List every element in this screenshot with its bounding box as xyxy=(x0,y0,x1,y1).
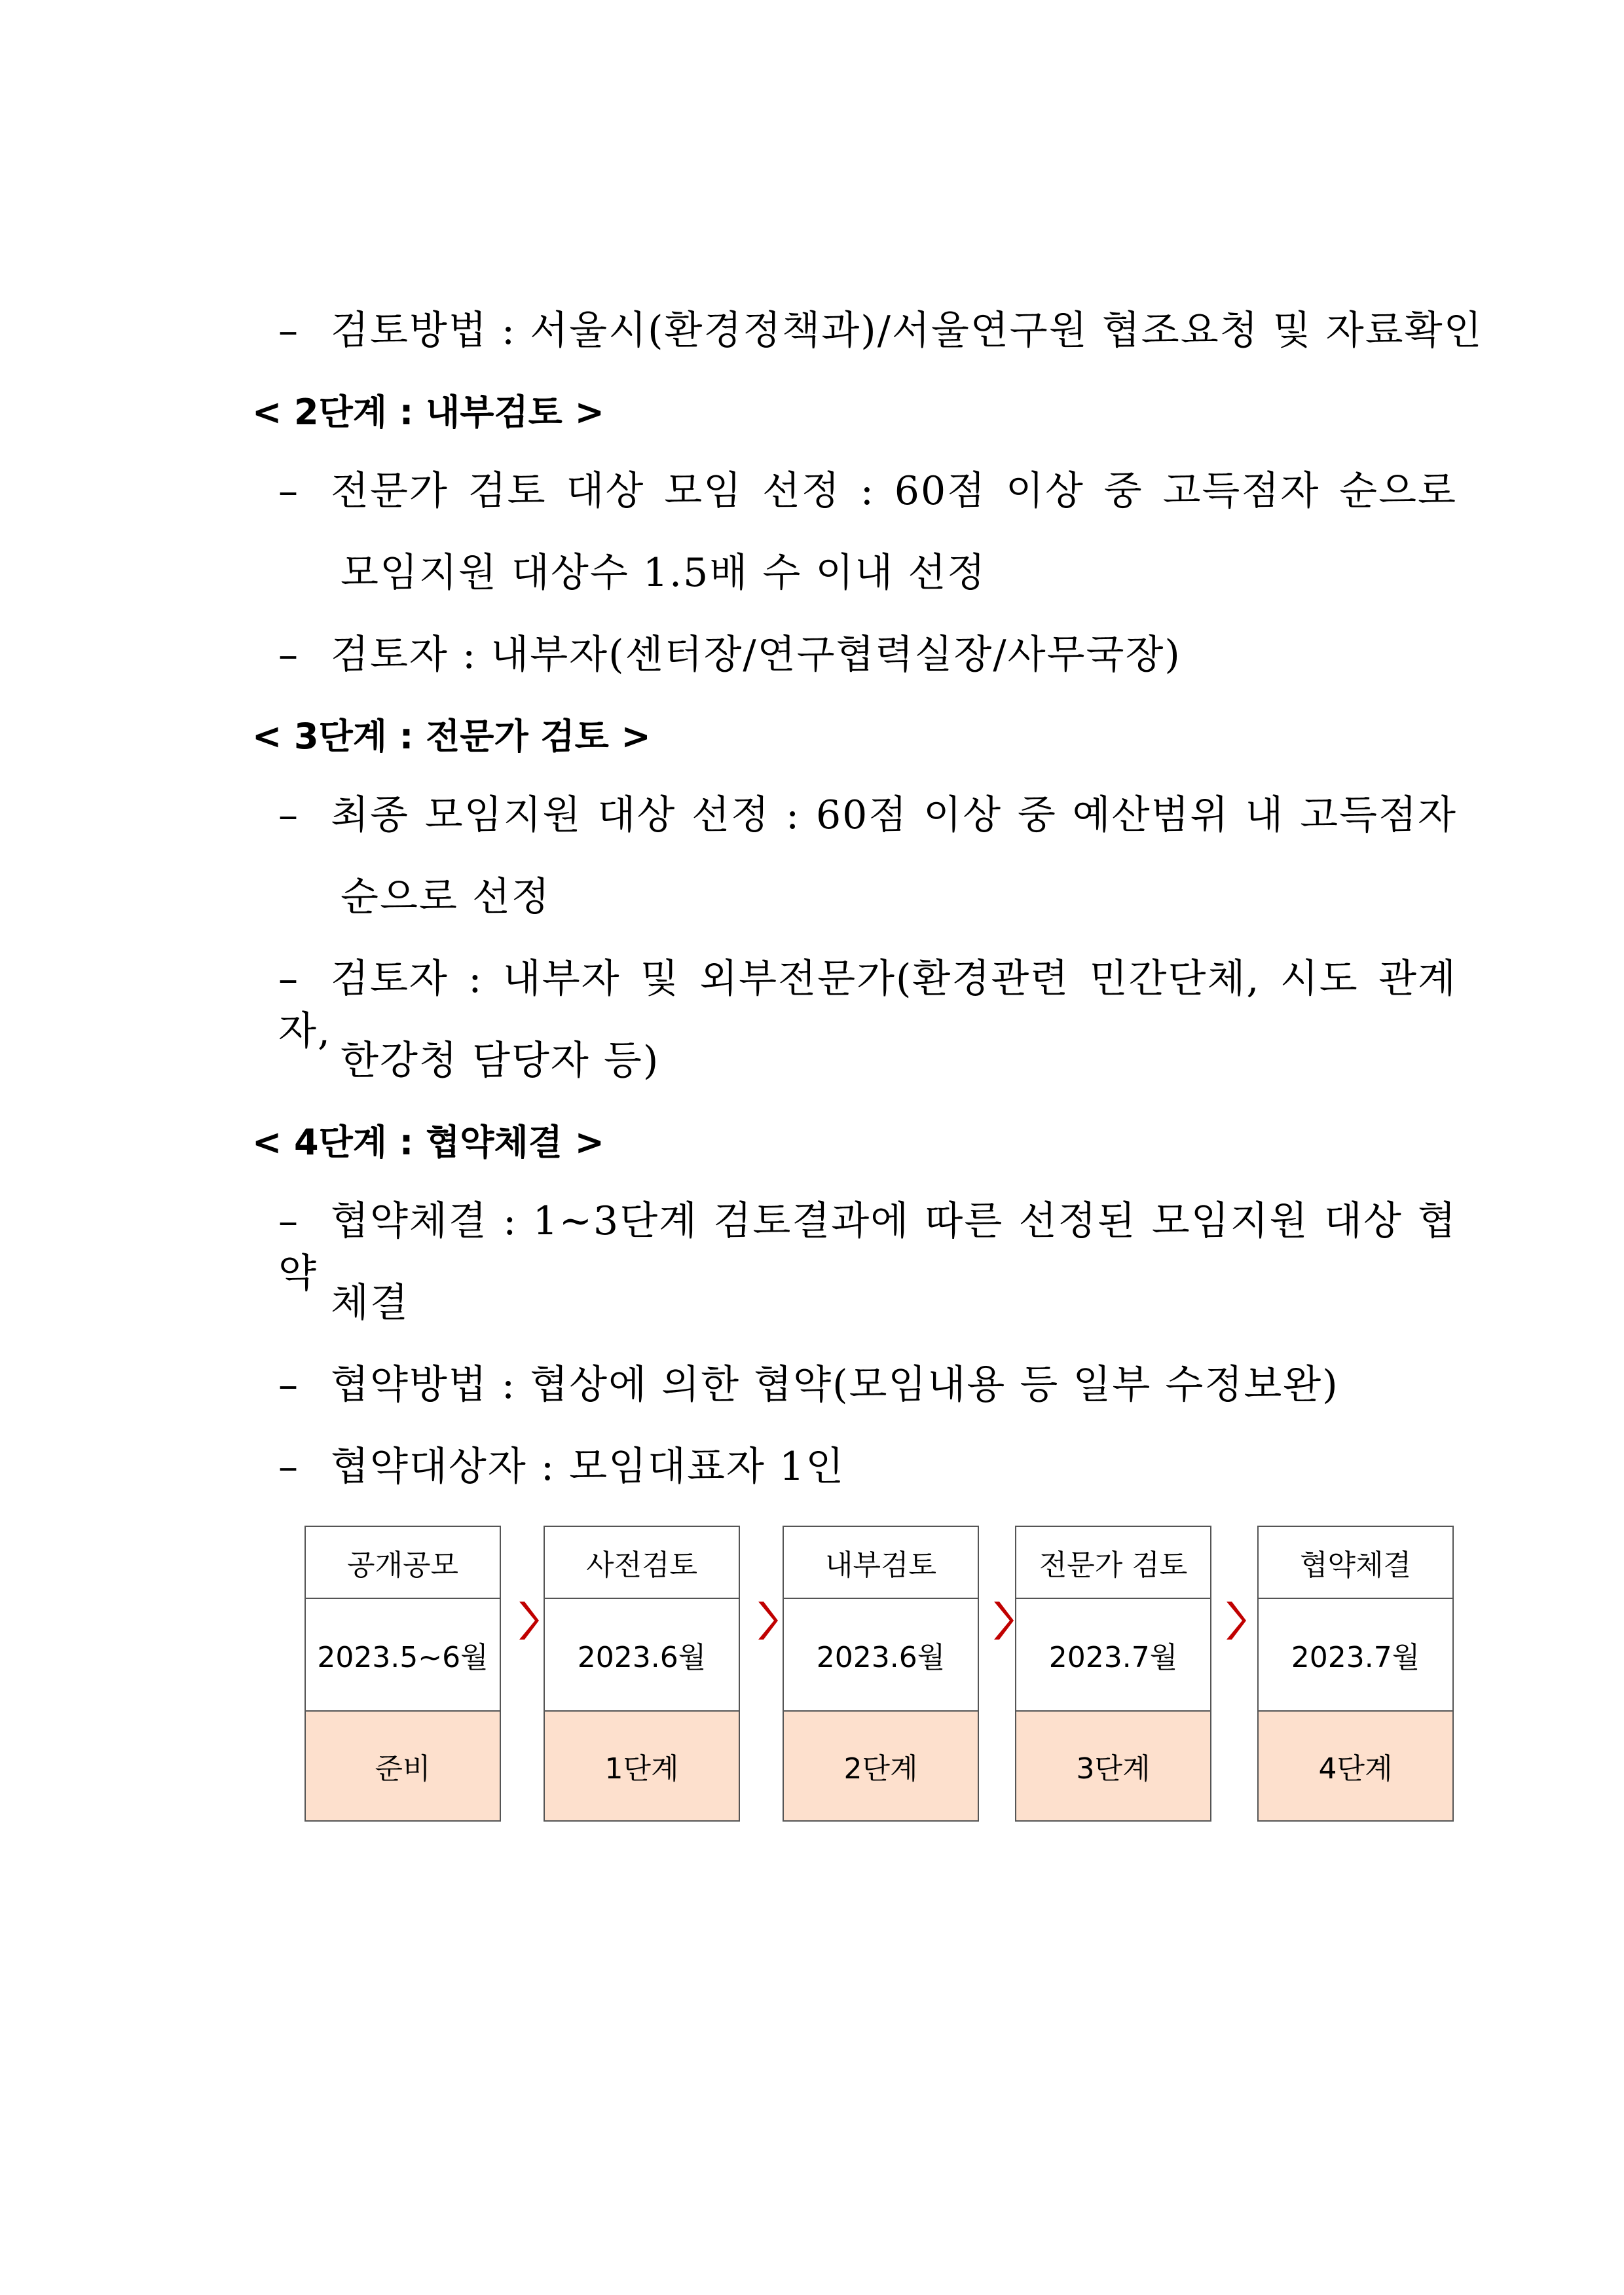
final-selection-text: 최종 모임지원 대상 선정 : 60점 이상 중 예산범위 내 고득점자 xyxy=(331,792,1457,838)
expert-target-text: 전문가 검토 대상 모임 선정 : 60점 이상 중 고득점자 순으로 xyxy=(331,468,1457,514)
flow-step-open-call xyxy=(304,1526,501,1822)
final-selection-line-cont: 순으로 선정 xyxy=(341,874,551,920)
reviewer-internal-text: 검토자 : 내부자(센터장/연구협력실장/사무국장) xyxy=(331,632,1181,678)
flow-step-internal-review xyxy=(783,1526,979,1822)
dash-bullet: – xyxy=(278,1362,299,1408)
flow-step-date: 2023.7월 xyxy=(1259,1599,1452,1712)
agreement-line-cont: 체결 xyxy=(331,1280,409,1326)
reviewer-external-text: 검토자 : 내부자 및 외부전문가(환경관련 민간단체, 시도 관계자, xyxy=(278,956,1457,1054)
dash-bullet: – xyxy=(278,632,299,678)
dash-bullet: – xyxy=(278,308,299,354)
agreement-text: 협약체결 : 1~3단계 검토결과에 따른 선정된 모임지원 대상 협약 xyxy=(278,1198,1457,1296)
flow-step-title: 협약체결 xyxy=(1259,1527,1452,1599)
dash-bullet: – xyxy=(278,1198,299,1244)
flow-step-stage: 3단계 xyxy=(1016,1712,1210,1820)
flow-step-agreement xyxy=(1257,1526,1454,1822)
flow-step-title: 내부검토 xyxy=(784,1527,978,1599)
flow-step-date: 2023.6월 xyxy=(784,1599,978,1712)
flow-step-stage: 1단계 xyxy=(545,1712,739,1820)
review-method-text: 검토방법 : 서울시(환경정책과)/서울연구원 협조요청 및 자료확인 xyxy=(331,308,1483,354)
flow-step-stage: 준비 xyxy=(306,1712,500,1820)
flow-step-date: 2023.6월 xyxy=(545,1599,739,1712)
flow-step-date: 2023.7월 xyxy=(1016,1599,1210,1712)
dash-bullet: – xyxy=(278,792,299,838)
flow-step-pre-review xyxy=(544,1526,740,1822)
flow-step-title: 사전검토 xyxy=(545,1527,739,1599)
flow-step-date: 2023.5~6월 xyxy=(306,1599,500,1712)
flow-step-title: 공개공모 xyxy=(306,1527,500,1599)
reviewer-external-line-cont: 한강청 담당자 등) xyxy=(341,1038,660,1084)
dash-bullet: – xyxy=(278,1444,299,1490)
flow-step-stage: 4단계 xyxy=(1259,1712,1452,1820)
chevron-right-icon xyxy=(753,1598,779,1643)
chevron-right-icon xyxy=(989,1598,1015,1643)
stage-3-heading: < 3단계 : 전문가 검토 > xyxy=(252,716,651,757)
agreement-method-text: 협약방법 : 협상에 의한 협약(모임내용 등 일부 수정보완) xyxy=(331,1362,1339,1408)
dash-bullet: – xyxy=(278,956,299,1002)
dash-bullet: – xyxy=(278,468,299,514)
stage-4-heading: < 4단계 : 협약체결 > xyxy=(252,1122,604,1163)
expert-target-line-cont: 모임지원 대상수 1.5배 수 이내 선정 xyxy=(341,550,987,596)
chevron-right-icon xyxy=(514,1598,540,1643)
stage-2-heading: < 2단계 : 내부검토 > xyxy=(252,392,604,433)
agreement-party-text: 협약대상자 : 모임대표자 1인 xyxy=(331,1444,845,1490)
flow-step-title: 전문가 검토 xyxy=(1016,1527,1210,1599)
flow-step-expert-review xyxy=(1015,1526,1211,1822)
chevron-right-icon xyxy=(1221,1598,1247,1643)
flow-step-stage: 2단계 xyxy=(784,1712,978,1820)
